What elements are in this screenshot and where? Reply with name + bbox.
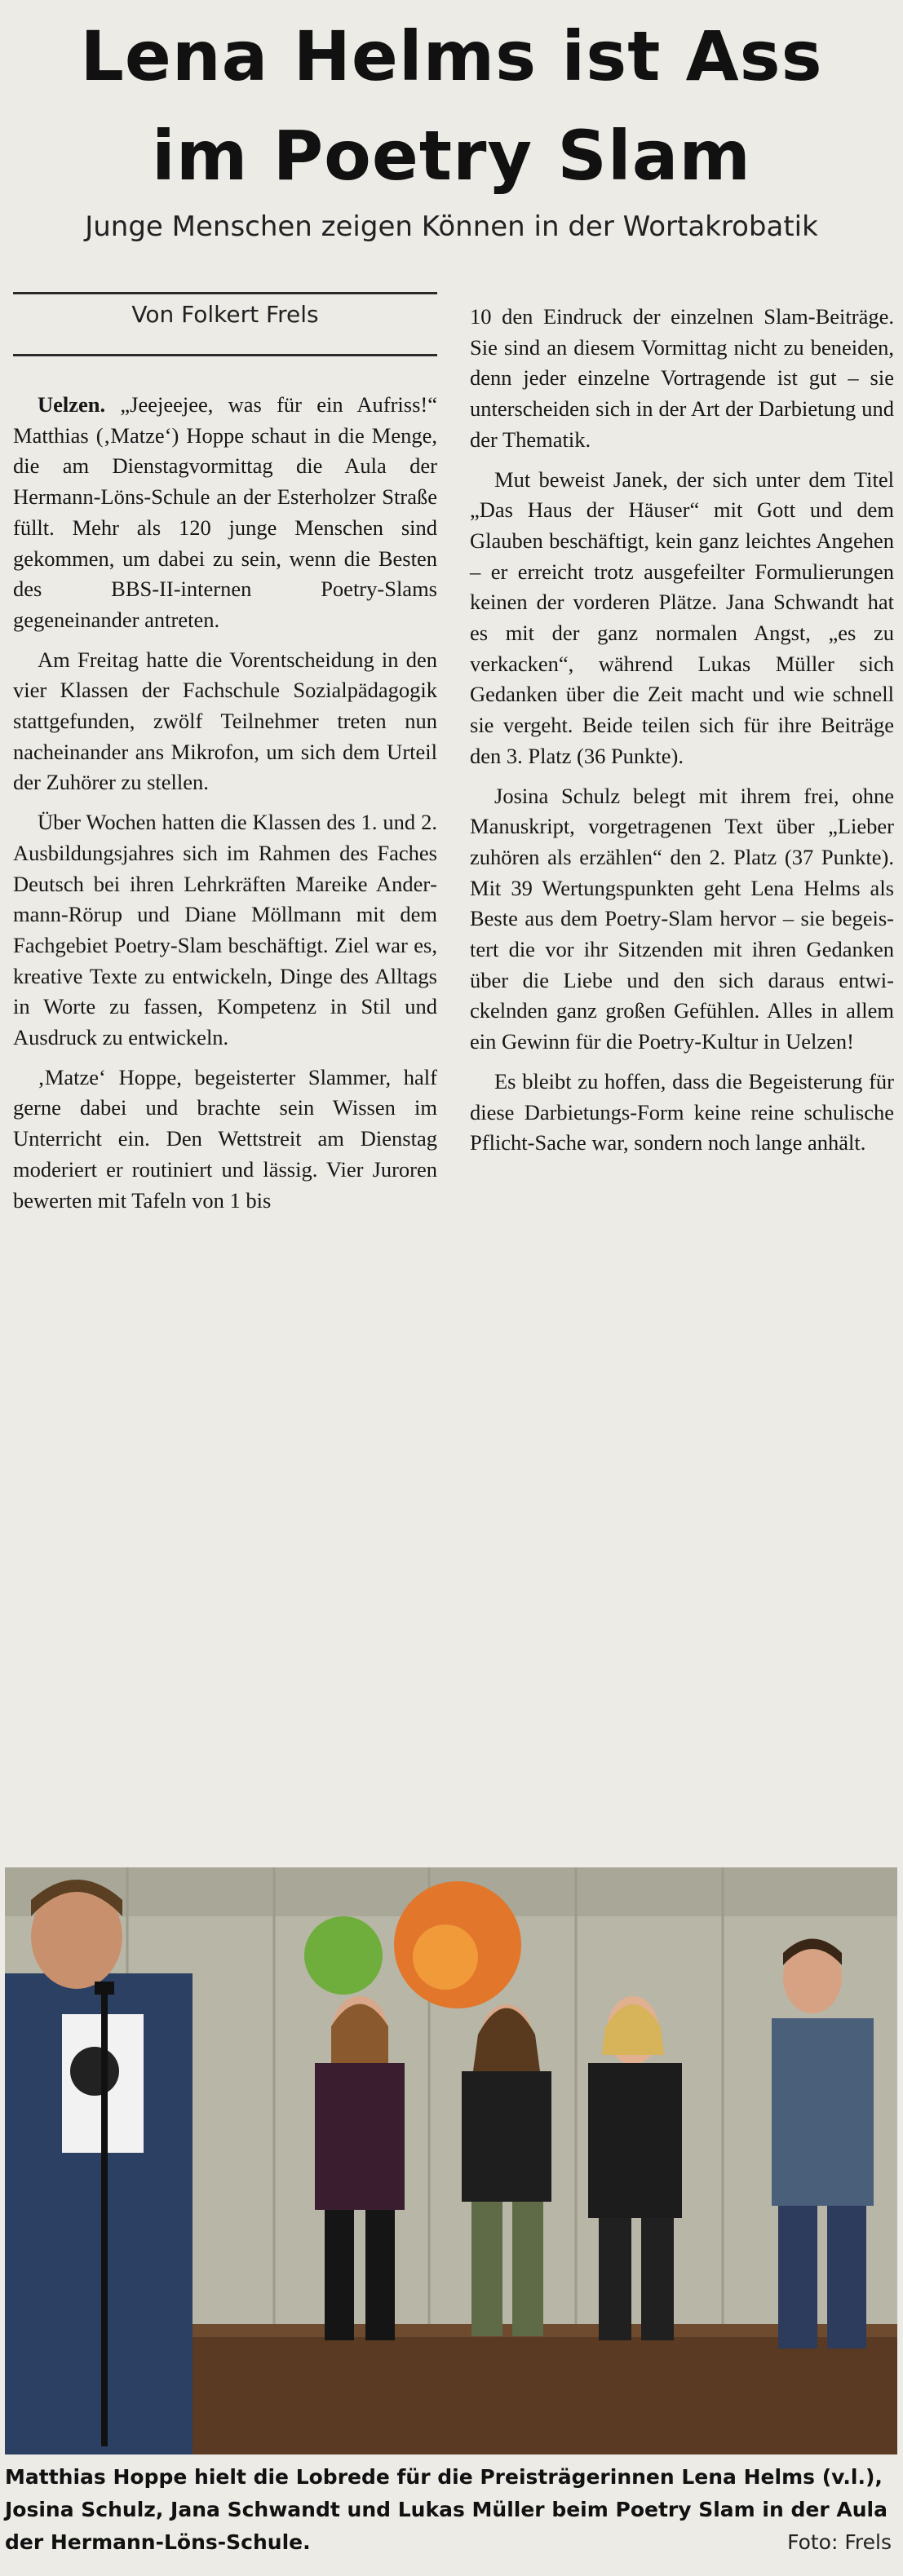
paragraph-8: Es bleibt zu hoffen, dass die Begeisterung für diese Darbietungs-Form keine reine schulische Pflicht-Sache war, sondern noch lange anhält. [470,1068,894,1155]
article-column-1 [13,390,437,1216]
paragraph-7: Josina Schulz belegt mit ihrem frei, ohne Manuskript, vorgetragenen Text über „Lieber zuhören als erzählen“ den 2. Platz (37 Punkte). Mit 39 Wertungspunkten geht Lena Helms als Beste aus dem Poetry-Slam hervor – sie begeistert die vor ihr Sitzenden mit ihren Gedanken über die Liebe und den sich daraus entwickelnden ganz großen Gefühlen. Alles in allem ein Gewinn für die Poetry-Kultur in Uelzen! [470,783,894,1054]
byline-bottom-rule [13,354,437,356]
photo-caption: Matthias Hoppe hielt die Lobrede für die Preisträgerinnen Lena Helms (v.l.), Josina Schulz, Jana Schwandt und Lukas Müller beim Poetry Slam in der Aula der Hermann-Löns-Schule. [5,2465,888,2554]
headline-line-1: Lena Helms ist Ass [80,16,823,96]
subheadline: Junge Menschen zeigen Können in der Wortakrobatik [85,210,818,243]
paragraph-4: ‚Matze‘ Hoppe, begeisterter Slammer, half gerne dabei und brachte sein Wissen im Unterricht ein. Den Wettstreit am Dienstag moderiert er routiniert und lässig. Vier Juroren bewerten mit Tafeln von 1 bis [13,1064,437,1213]
headline [0,7,903,205]
article-column-2 [470,302,894,1159]
paragraph-3: Über Wochen hatten die Klassen des 1. und 2. Ausbildungsjahres sich im Rahmen des Faches Deutsch bei ihren Lehrkräften Mareike Andermann-Rörup und Diane Möllmann mit dem Fachgebiet Poetry-Slam beschäftigt. Ziel war es, kreative Texte zu entwickeln, Dinge des Alltags in Worte zu fassen, Kompetenz in Stil und Ausdruck zu entwickeln. [13,810,437,1050]
dateline-place: Uelzen. [38,392,106,417]
event-photo [5,1867,897,2454]
headline-line-2: im Poetry Slam [152,116,751,196]
paragraph-5: 10 den Eindruck der einzelnen Slam-Beiträge. Sie sind an diesem Vormittag nicht zu beneiden, denn jeder einzelne Vortragende ist gut – sie unterscheiden sich in der Art der Darbietung und der Thematik. [470,304,894,452]
green-paper-shape [304,1916,383,1995]
photo-credit: Foto: Frels [787,2530,892,2554]
paragraph-1-body: „Jeejeejee, was für ein Aufriss!“ Matthias (‚Matze‘) Hoppe schaut in die Menge, die am Dienstagvormittag die Aula der Hermann-Löns-Schule an der Esterholzer Straße füllt. Mehr als 120 junge Menschen sind gekommen, um dabei zu sein, wenn die Besten des BBS-II-internen Poetry-Slams gegeneinander antreten. [13,392,438,632]
orange-paper-shape [394,1881,521,2008]
byline-top-rule [13,292,437,294]
paragraph-2: Am Freitag hatte die Vorentscheidung in den vier Klassen der Fachschule Sozialpädagogik stattgefunden, zwölf Teilnehmer treten nun nacheinander ans Mikrofon, um sich dem Urteil der Zuhörer zu stellen. [13,647,437,795]
paragraph-1 [13,390,437,636]
paragraph-6: Mut beweist Janek, der sich unter dem Titel „Das Haus der Häuser“ mit Gott und dem Glauben beschäftigt, kein ganz leichtes Angehen – er erreicht trotz ausgefeilter Formulierungen keinen der vorderen Plätze. Jana Schwandt hat es mit der ganz normalen Angst, „es zu verkacken“, während Lukas Müller sich Gedanken über die Zeit macht und wie schnell sie vergeht. Beide teilen sich für ihre Beiträge den 3. Platz (36 Punkte). [470,466,894,768]
byline: Von Folkert Frels [131,301,319,328]
